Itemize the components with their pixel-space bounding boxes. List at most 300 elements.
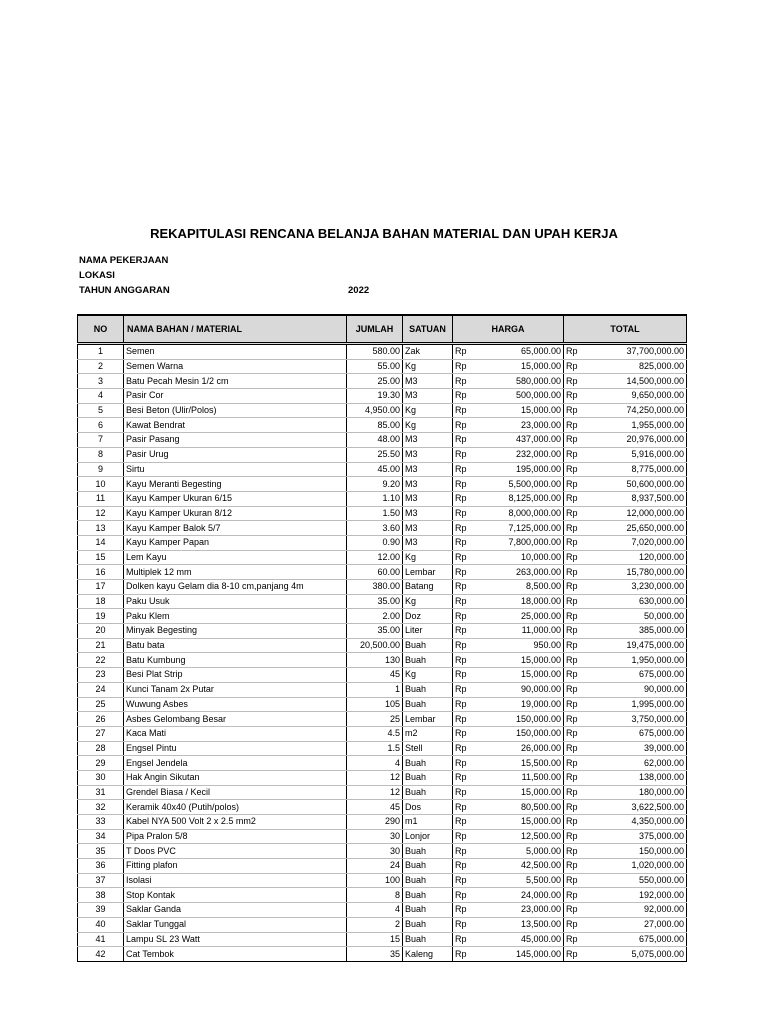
cell-no: 21 xyxy=(78,638,124,653)
cell-total: 675,000.00 xyxy=(584,726,687,741)
table-row xyxy=(78,844,687,859)
table-row xyxy=(78,638,687,653)
cell-total-currency: Rp xyxy=(564,609,584,624)
cell-no: 13 xyxy=(78,521,124,536)
cell-total: 1,995,000.00 xyxy=(584,697,687,712)
table-row xyxy=(78,903,687,918)
cell-material: T Doos PVC xyxy=(124,844,347,859)
cell-quantity: 2.00 xyxy=(347,609,403,624)
cell-total-currency: Rp xyxy=(564,344,584,360)
cell-no: 7 xyxy=(78,433,124,448)
cell-material: Engsel Pintu xyxy=(124,741,347,756)
cell-quantity: 1 xyxy=(347,682,403,697)
table-row xyxy=(78,521,687,536)
cell-total: 675,000.00 xyxy=(584,668,687,683)
cell-total-currency: Rp xyxy=(564,741,584,756)
cell-total: 138,000.00 xyxy=(584,770,687,785)
cell-total: 25,650,000.00 xyxy=(584,521,687,536)
cell-total: 19,475,000.00 xyxy=(584,638,687,653)
table-row xyxy=(78,403,687,418)
cell-no: 38 xyxy=(78,888,124,903)
cell-no: 19 xyxy=(78,609,124,624)
cell-price-currency: Rp xyxy=(453,359,473,374)
cell-total-currency: Rp xyxy=(564,668,584,683)
cell-price-currency: Rp xyxy=(453,344,473,360)
meta-row-location xyxy=(79,270,115,281)
table-row xyxy=(78,741,687,756)
cell-price-currency: Rp xyxy=(453,433,473,448)
cell-material: Saklar Ganda xyxy=(124,903,347,918)
table-row xyxy=(78,418,687,433)
cell-no: 41 xyxy=(78,932,124,947)
cell-unit: M3 xyxy=(403,374,453,389)
cell-unit: M3 xyxy=(403,447,453,462)
cell-price: 90,000.00 xyxy=(473,682,564,697)
cell-total: 20,976,000.00 xyxy=(584,433,687,448)
cell-no: 20 xyxy=(78,624,124,639)
cell-price-currency: Rp xyxy=(453,594,473,609)
cell-no: 28 xyxy=(78,741,124,756)
cell-material: Grendel Biasa / Kecil xyxy=(124,785,347,800)
cell-no: 31 xyxy=(78,785,124,800)
cell-total: 14,500,000.00 xyxy=(584,374,687,389)
cell-total: 12,000,000.00 xyxy=(584,506,687,521)
cell-quantity: 45 xyxy=(347,800,403,815)
cell-material: Besi Plat Strip xyxy=(124,668,347,683)
cell-material: Engsel Jendela xyxy=(124,756,347,771)
cell-price-currency: Rp xyxy=(453,903,473,918)
cell-unit: M3 xyxy=(403,521,453,536)
header-no: NO xyxy=(78,315,124,344)
cell-no: 29 xyxy=(78,756,124,771)
cell-price-currency: Rp xyxy=(453,829,473,844)
cell-unit: m1 xyxy=(403,815,453,830)
cell-price-currency: Rp xyxy=(453,682,473,697)
table-row xyxy=(78,668,687,683)
cell-no: 9 xyxy=(78,462,124,477)
cell-total: 7,020,000.00 xyxy=(584,535,687,550)
cell-total-currency: Rp xyxy=(564,462,584,477)
cell-total: 630,000.00 xyxy=(584,594,687,609)
cell-quantity: 35 xyxy=(347,947,403,962)
cell-price-currency: Rp xyxy=(453,815,473,830)
cell-price: 5,500.00 xyxy=(473,873,564,888)
cell-total-currency: Rp xyxy=(564,565,584,580)
table-row xyxy=(78,947,687,962)
header-total: TOTAL xyxy=(564,315,687,344)
cell-total: 192,000.00 xyxy=(584,888,687,903)
cell-price: 45,000.00 xyxy=(473,932,564,947)
cell-price: 11,500.00 xyxy=(473,770,564,785)
cell-no: 23 xyxy=(78,668,124,683)
table-row xyxy=(78,917,687,932)
table-row xyxy=(78,800,687,815)
cell-unit: Stell xyxy=(403,741,453,756)
cell-total: 375,000.00 xyxy=(584,829,687,844)
cell-total: 1,950,000.00 xyxy=(584,653,687,668)
cell-no: 34 xyxy=(78,829,124,844)
table-row xyxy=(78,477,687,492)
meta-label-budget-year: TAHUN ANGGARAN xyxy=(79,285,170,296)
cell-material: Stop Kontak xyxy=(124,888,347,903)
cell-material: Paku Klem xyxy=(124,609,347,624)
cell-price: 25,000.00 xyxy=(473,609,564,624)
cell-total-currency: Rp xyxy=(564,624,584,639)
cell-total: 39,000.00 xyxy=(584,741,687,756)
cell-price: 500,000.00 xyxy=(473,389,564,404)
cell-price-currency: Rp xyxy=(453,565,473,580)
cell-price-currency: Rp xyxy=(453,580,473,595)
table-row xyxy=(78,682,687,697)
cell-unit: Doz xyxy=(403,609,453,624)
cell-price-currency: Rp xyxy=(453,609,473,624)
cell-material: Kayu Kamper Papan xyxy=(124,535,347,550)
cell-price-currency: Rp xyxy=(453,800,473,815)
cell-quantity: 9.20 xyxy=(347,477,403,492)
cell-unit: Kg xyxy=(403,550,453,565)
cell-total: 62,000.00 xyxy=(584,756,687,771)
cell-unit: Buah xyxy=(403,932,453,947)
cell-total-currency: Rp xyxy=(564,403,584,418)
cell-no: 1 xyxy=(78,344,124,360)
cell-total-currency: Rp xyxy=(564,712,584,727)
cell-material: Lem Kayu xyxy=(124,550,347,565)
cell-quantity: 1.50 xyxy=(347,506,403,521)
cell-material: Kawat Bendrat xyxy=(124,418,347,433)
cell-quantity: 380.00 xyxy=(347,580,403,595)
cell-unit: M3 xyxy=(403,535,453,550)
cell-price: 7,800,000.00 xyxy=(473,535,564,550)
cell-material: Saklar Tunggal xyxy=(124,917,347,932)
cell-unit: Lonjor xyxy=(403,829,453,844)
cell-unit: Buah xyxy=(403,844,453,859)
cell-price-currency: Rp xyxy=(453,389,473,404)
cell-total-currency: Rp xyxy=(564,903,584,918)
cell-unit: M3 xyxy=(403,506,453,521)
cell-price: 15,000.00 xyxy=(473,653,564,668)
cell-price: 13,500.00 xyxy=(473,917,564,932)
cell-price-currency: Rp xyxy=(453,947,473,962)
cell-total-currency: Rp xyxy=(564,770,584,785)
cell-quantity: 290 xyxy=(347,815,403,830)
cell-quantity: 4 xyxy=(347,756,403,771)
cell-total-currency: Rp xyxy=(564,433,584,448)
cell-total-currency: Rp xyxy=(564,917,584,932)
cell-price: 23,000.00 xyxy=(473,903,564,918)
material-budget-table xyxy=(77,314,687,962)
cell-total-currency: Rp xyxy=(564,888,584,903)
table-row xyxy=(78,535,687,550)
cell-material: Pipa Pralon 5/8 xyxy=(124,829,347,844)
cell-price-currency: Rp xyxy=(453,477,473,492)
cell-quantity: 60.00 xyxy=(347,565,403,580)
cell-total-currency: Rp xyxy=(564,418,584,433)
cell-price: 5,000.00 xyxy=(473,844,564,859)
cell-price-currency: Rp xyxy=(453,873,473,888)
cell-material: Besi Beton (Ulir/Polos) xyxy=(124,403,347,418)
cell-price-currency: Rp xyxy=(453,741,473,756)
cell-quantity: 3.60 xyxy=(347,521,403,536)
table-row xyxy=(78,550,687,565)
meta-row-budget-year xyxy=(79,285,370,296)
cell-unit: Buah xyxy=(403,917,453,932)
cell-price: 15,000.00 xyxy=(473,668,564,683)
cell-total: 3,230,000.00 xyxy=(584,580,687,595)
cell-price: 18,000.00 xyxy=(473,594,564,609)
cell-unit: Kg xyxy=(403,403,453,418)
cell-no: 14 xyxy=(78,535,124,550)
cell-no: 39 xyxy=(78,903,124,918)
cell-total: 180,000.00 xyxy=(584,785,687,800)
cell-no: 42 xyxy=(78,947,124,962)
cell-price: 950.00 xyxy=(473,638,564,653)
table-row xyxy=(78,756,687,771)
cell-material: Paku Usuk xyxy=(124,594,347,609)
cell-price-currency: Rp xyxy=(453,638,473,653)
cell-quantity: 25 xyxy=(347,712,403,727)
cell-unit: Batang xyxy=(403,580,453,595)
cell-total: 120,000.00 xyxy=(584,550,687,565)
cell-total: 92,000.00 xyxy=(584,903,687,918)
cell-price: 8,000,000.00 xyxy=(473,506,564,521)
cell-total: 3,622,500.00 xyxy=(584,800,687,815)
cell-total: 550,000.00 xyxy=(584,873,687,888)
cell-total-currency: Rp xyxy=(564,726,584,741)
cell-no: 24 xyxy=(78,682,124,697)
cell-total-currency: Rp xyxy=(564,580,584,595)
cell-price: 65,000.00 xyxy=(473,344,564,360)
cell-total: 50,000.00 xyxy=(584,609,687,624)
cell-material: Batu Pecah Mesin 1/2 cm xyxy=(124,374,347,389)
cell-quantity: 105 xyxy=(347,697,403,712)
cell-no: 27 xyxy=(78,726,124,741)
cell-material: Minyak Begesting xyxy=(124,624,347,639)
header-price: HARGA xyxy=(453,315,564,344)
table-header-row xyxy=(78,315,687,344)
cell-material: Kunci Tanam 2x Putar xyxy=(124,682,347,697)
cell-no: 5 xyxy=(78,403,124,418)
cell-quantity: 48.00 xyxy=(347,433,403,448)
cell-no: 25 xyxy=(78,697,124,712)
cell-total-currency: Rp xyxy=(564,697,584,712)
cell-unit: Buah xyxy=(403,697,453,712)
cell-quantity: 1.5 xyxy=(347,741,403,756)
cell-quantity: 85.00 xyxy=(347,418,403,433)
cell-material: Isolasi xyxy=(124,873,347,888)
cell-quantity: 4 xyxy=(347,903,403,918)
cell-price: 19,000.00 xyxy=(473,697,564,712)
cell-total-currency: Rp xyxy=(564,594,584,609)
cell-no: 33 xyxy=(78,815,124,830)
table-row xyxy=(78,770,687,785)
table-row xyxy=(78,491,687,506)
meta-row-project xyxy=(79,255,168,266)
cell-total-currency: Rp xyxy=(564,800,584,815)
meta-label-location: LOKASI xyxy=(79,270,115,281)
cell-quantity: 30 xyxy=(347,844,403,859)
cell-price-currency: Rp xyxy=(453,653,473,668)
cell-unit: m2 xyxy=(403,726,453,741)
cell-total: 15,780,000.00 xyxy=(584,565,687,580)
cell-price: 15,000.00 xyxy=(473,403,564,418)
cell-total-currency: Rp xyxy=(564,756,584,771)
cell-total-currency: Rp xyxy=(564,829,584,844)
cell-price-currency: Rp xyxy=(453,844,473,859)
cell-total: 74,250,000.00 xyxy=(584,403,687,418)
cell-price: 26,000.00 xyxy=(473,741,564,756)
header-name: NAMA BAHAN / MATERIAL xyxy=(124,315,347,344)
cell-quantity: 0.90 xyxy=(347,535,403,550)
cell-material: Hak Angin Sikutan xyxy=(124,770,347,785)
cell-price-currency: Rp xyxy=(453,550,473,565)
cell-price: 437,000.00 xyxy=(473,433,564,448)
table-row xyxy=(78,433,687,448)
cell-price: 5,500,000.00 xyxy=(473,477,564,492)
cell-material: Batu Kumbung xyxy=(124,653,347,668)
cell-material: Batu bata xyxy=(124,638,347,653)
cell-total-currency: Rp xyxy=(564,785,584,800)
cell-quantity: 25.00 xyxy=(347,374,403,389)
cell-price-currency: Rp xyxy=(453,917,473,932)
cell-price: 80,500.00 xyxy=(473,800,564,815)
cell-no: 16 xyxy=(78,565,124,580)
cell-total-currency: Rp xyxy=(564,447,584,462)
cell-price: 10,000.00 xyxy=(473,550,564,565)
cell-unit: Liter xyxy=(403,624,453,639)
cell-price: 42,500.00 xyxy=(473,859,564,874)
cell-total: 825,000.00 xyxy=(584,359,687,374)
cell-quantity: 2 xyxy=(347,917,403,932)
cell-quantity: 20,500.00 xyxy=(347,638,403,653)
cell-unit: Buah xyxy=(403,756,453,771)
cell-unit: M3 xyxy=(403,389,453,404)
cell-price: 7,125,000.00 xyxy=(473,521,564,536)
cell-no: 17 xyxy=(78,580,124,595)
cell-no: 3 xyxy=(78,374,124,389)
cell-no: 4 xyxy=(78,389,124,404)
cell-material: Keramik 40x40 (Putih/polos) xyxy=(124,800,347,815)
cell-unit: Zak xyxy=(403,344,453,360)
cell-price-currency: Rp xyxy=(453,726,473,741)
cell-price: 145,000.00 xyxy=(473,947,564,962)
cell-price-currency: Rp xyxy=(453,697,473,712)
cell-total: 27,000.00 xyxy=(584,917,687,932)
cell-price-currency: Rp xyxy=(453,506,473,521)
cell-total: 675,000.00 xyxy=(584,932,687,947)
cell-material: Sirtu xyxy=(124,462,347,477)
cell-material: Kayu Meranti Begesting xyxy=(124,477,347,492)
cell-quantity: 4.5 xyxy=(347,726,403,741)
cell-total: 37,700,000.00 xyxy=(584,344,687,360)
cell-total: 3,750,000.00 xyxy=(584,712,687,727)
cell-no: 2 xyxy=(78,359,124,374)
cell-quantity: 35.00 xyxy=(347,624,403,639)
cell-price: 15,500.00 xyxy=(473,756,564,771)
table-row xyxy=(78,580,687,595)
cell-price-currency: Rp xyxy=(453,491,473,506)
table-row xyxy=(78,932,687,947)
cell-total: 9,650,000.00 xyxy=(584,389,687,404)
cell-total-currency: Rp xyxy=(564,932,584,947)
cell-total-currency: Rp xyxy=(564,653,584,668)
cell-price-currency: Rp xyxy=(453,712,473,727)
cell-material: Kabel NYA 500 Volt 2 x 2.5 mm2 xyxy=(124,815,347,830)
cell-quantity: 45 xyxy=(347,668,403,683)
cell-total: 90,000.00 xyxy=(584,682,687,697)
cell-no: 12 xyxy=(78,506,124,521)
table-row xyxy=(78,726,687,741)
cell-material: Multiplek 12 mm xyxy=(124,565,347,580)
cell-unit: Lembar xyxy=(403,565,453,580)
cell-price-currency: Rp xyxy=(453,785,473,800)
cell-unit: Kg xyxy=(403,359,453,374)
cell-total: 8,937,500.00 xyxy=(584,491,687,506)
table-row xyxy=(78,594,687,609)
cell-no: 10 xyxy=(78,477,124,492)
cell-quantity: 12 xyxy=(347,785,403,800)
cell-unit: M3 xyxy=(403,462,453,477)
cell-quantity: 30 xyxy=(347,829,403,844)
cell-material: Semen xyxy=(124,344,347,360)
header-unit: SATUAN xyxy=(403,315,453,344)
cell-unit: M3 xyxy=(403,477,453,492)
cell-no: 11 xyxy=(78,491,124,506)
cell-price: 11,000.00 xyxy=(473,624,564,639)
cell-quantity: 8 xyxy=(347,888,403,903)
cell-total: 4,350,000.00 xyxy=(584,815,687,830)
meta-label-project: NAMA PEKERJAAN xyxy=(79,255,169,266)
cell-total-currency: Rp xyxy=(564,947,584,962)
cell-unit: Buah xyxy=(403,873,453,888)
cell-price-currency: Rp xyxy=(453,756,473,771)
cell-unit: Kg xyxy=(403,668,453,683)
table-row xyxy=(78,506,687,521)
cell-quantity: 24 xyxy=(347,859,403,874)
cell-total: 1,020,000.00 xyxy=(584,859,687,874)
table-row xyxy=(78,359,687,374)
cell-price: 24,000.00 xyxy=(473,888,564,903)
table-row xyxy=(78,624,687,639)
table-row xyxy=(78,697,687,712)
cell-material: Wuwung Asbes xyxy=(124,697,347,712)
cell-material: Kayu Kamper Ukuran 6/15 xyxy=(124,491,347,506)
cell-material: Pasir Pasang xyxy=(124,433,347,448)
cell-unit: M3 xyxy=(403,491,453,506)
cell-material: Lampu SL 23 Watt xyxy=(124,932,347,947)
cell-total-currency: Rp xyxy=(564,859,584,874)
table-row xyxy=(78,447,687,462)
cell-price: 15,000.00 xyxy=(473,785,564,800)
cell-price: 580,000.00 xyxy=(473,374,564,389)
cell-no: 35 xyxy=(78,844,124,859)
document-title: REKAPITULASI RENCANA BELANJA BAHAN MATERIAL DAN UPAH KERJA xyxy=(150,226,618,241)
cell-quantity: 19.30 xyxy=(347,389,403,404)
cell-material: Pasir Urug xyxy=(124,447,347,462)
table-row xyxy=(78,785,687,800)
cell-no: 22 xyxy=(78,653,124,668)
cell-unit: Dos xyxy=(403,800,453,815)
cell-total: 5,916,000.00 xyxy=(584,447,687,462)
cell-no: 30 xyxy=(78,770,124,785)
cell-quantity: 1.10 xyxy=(347,491,403,506)
table-row xyxy=(78,859,687,874)
cell-price: 15,000.00 xyxy=(473,815,564,830)
cell-unit: Kaleng xyxy=(403,947,453,962)
cell-total-currency: Rp xyxy=(564,359,584,374)
cell-unit: Buah xyxy=(403,638,453,653)
cell-total-currency: Rp xyxy=(564,815,584,830)
cell-price-currency: Rp xyxy=(453,770,473,785)
